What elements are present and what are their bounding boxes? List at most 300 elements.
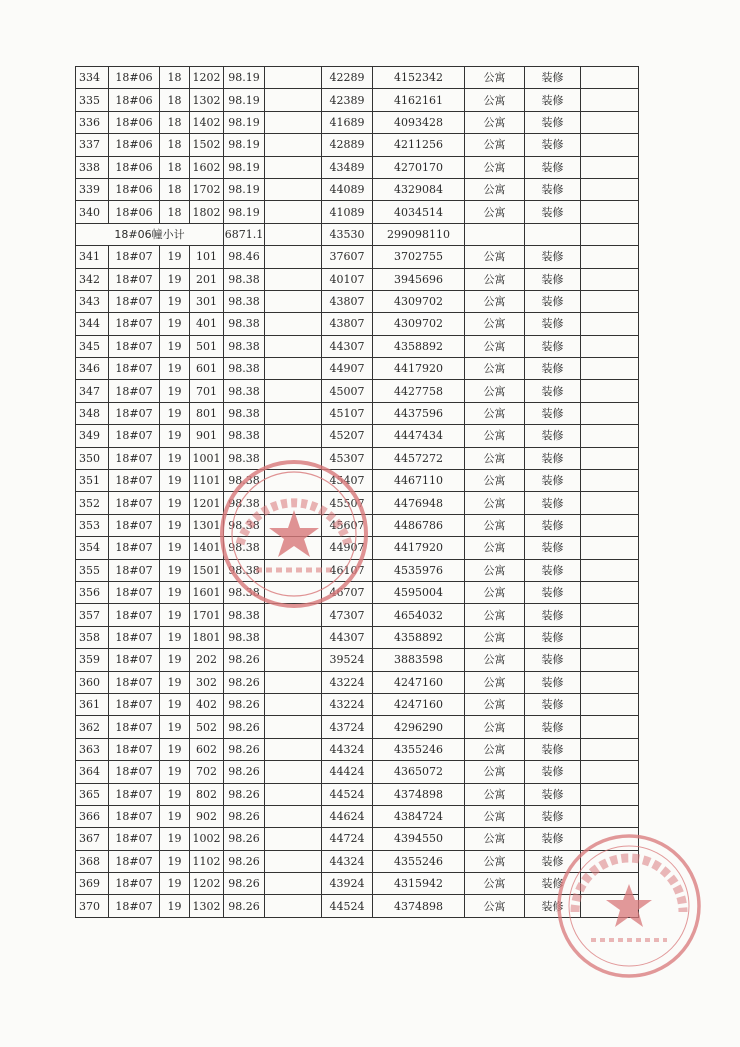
- total-price-cell: 4329084: [373, 178, 465, 200]
- blank-cell: [265, 156, 322, 178]
- decoration-status-cell: 装修: [525, 581, 581, 603]
- remark-cell: [581, 828, 639, 850]
- usage-cell: 公寓: [465, 828, 525, 850]
- room-number-cell: 202: [190, 649, 224, 671]
- area-cell: 98.38: [224, 335, 265, 357]
- row-number-cell: 370: [76, 895, 109, 917]
- blank-cell: [265, 783, 322, 805]
- remark-cell: [581, 447, 639, 469]
- room-number-cell: 602: [190, 738, 224, 760]
- row-number-cell: 364: [76, 761, 109, 783]
- row-number-cell: 345: [76, 335, 109, 357]
- total-price-cell: 299098110: [373, 223, 465, 245]
- building-cell: 18#07: [109, 380, 160, 402]
- decoration-status-cell: 装修: [525, 559, 581, 581]
- building-cell: 18#07: [109, 873, 160, 895]
- blank-cell: [265, 828, 322, 850]
- usage-cell: 公寓: [465, 604, 525, 626]
- unit-price-cell: 42389: [322, 89, 373, 111]
- blank-cell: [265, 67, 322, 89]
- unit-price-cell: 44524: [322, 895, 373, 917]
- row-number-cell: 367: [76, 828, 109, 850]
- floor-cell: 19: [160, 828, 190, 850]
- area-cell: 98.26: [224, 738, 265, 760]
- area-cell: 98.38: [224, 268, 265, 290]
- building-cell: 18#07: [109, 828, 160, 850]
- blank-cell: [265, 335, 322, 357]
- row-number-cell: 366: [76, 805, 109, 827]
- total-price-cell: 4654032: [373, 604, 465, 626]
- unit-price-cell: 43924: [322, 873, 373, 895]
- subtotal-label: 18#06幢小计: [76, 223, 224, 245]
- area-cell: 98.26: [224, 693, 265, 715]
- table-row: [76, 895, 639, 917]
- decoration-status-cell: 装修: [525, 67, 581, 89]
- area-cell: 98.38: [224, 425, 265, 447]
- usage-cell: 公寓: [465, 67, 525, 89]
- area-cell: 98.38: [224, 604, 265, 626]
- row-number-cell: 346: [76, 358, 109, 380]
- remark-cell: [581, 402, 639, 424]
- building-cell: 18#07: [109, 581, 160, 603]
- floor-cell: 19: [160, 492, 190, 514]
- table-row: [76, 649, 639, 671]
- floor-cell: 19: [160, 470, 190, 492]
- decoration-status-cell: 装修: [525, 358, 581, 380]
- row-number-cell: 356: [76, 581, 109, 603]
- floor-cell: 18: [160, 134, 190, 156]
- floor-cell: 19: [160, 738, 190, 760]
- remark-cell: [581, 156, 639, 178]
- decoration-status-cell: 装修: [525, 447, 581, 469]
- table-row: [76, 492, 639, 514]
- total-price-cell: 4355246: [373, 738, 465, 760]
- building-cell: 18#06: [109, 67, 160, 89]
- unit-price-cell: 42289: [322, 67, 373, 89]
- building-cell: 18#07: [109, 492, 160, 514]
- floor-cell: 18: [160, 201, 190, 223]
- area-cell: 98.38: [224, 514, 265, 536]
- row-number-cell: 360: [76, 671, 109, 693]
- area-cell: 98.26: [224, 850, 265, 872]
- table-row: [76, 134, 639, 156]
- table-row: [76, 604, 639, 626]
- unit-price-cell: 44524: [322, 783, 373, 805]
- usage-cell: 公寓: [465, 402, 525, 424]
- total-price-cell: 4034514: [373, 201, 465, 223]
- unit-price-cell: 42889: [322, 134, 373, 156]
- decoration-status-cell: 装修: [525, 761, 581, 783]
- row-number-cell: 336: [76, 111, 109, 133]
- building-cell: 18#07: [109, 649, 160, 671]
- remark-cell: [581, 895, 639, 917]
- building-cell: 18#07: [109, 604, 160, 626]
- table-row: [76, 828, 639, 850]
- decoration-status-cell: 装修: [525, 425, 581, 447]
- row-number-cell: 361: [76, 693, 109, 715]
- floor-cell: 19: [160, 246, 190, 268]
- remark-cell: [581, 111, 639, 133]
- unit-price-cell: 45107: [322, 402, 373, 424]
- row-number-cell: 351: [76, 470, 109, 492]
- blank-cell: [265, 111, 322, 133]
- row-number-cell: 343: [76, 290, 109, 312]
- table-row: [76, 335, 639, 357]
- remark-cell: [581, 693, 639, 715]
- building-cell: 18#06: [109, 111, 160, 133]
- building-cell: 18#07: [109, 693, 160, 715]
- usage-cell: [465, 223, 525, 245]
- building-cell: 18#07: [109, 671, 160, 693]
- usage-cell: 公寓: [465, 626, 525, 648]
- building-cell: 18#07: [109, 335, 160, 357]
- decoration-status-cell: 装修: [525, 178, 581, 200]
- total-price-cell: 4595004: [373, 581, 465, 603]
- unit-price-cell: 44307: [322, 335, 373, 357]
- remark-cell: [581, 850, 639, 872]
- room-number-cell: 1502: [190, 134, 224, 156]
- room-number-cell: 1302: [190, 89, 224, 111]
- table-body: [76, 67, 639, 918]
- price-list-table: [75, 66, 639, 918]
- usage-cell: 公寓: [465, 783, 525, 805]
- row-number-cell: 353: [76, 514, 109, 536]
- floor-cell: 19: [160, 290, 190, 312]
- room-number-cell: 1702: [190, 178, 224, 200]
- blank-cell: [265, 313, 322, 335]
- total-price-cell: 4384724: [373, 805, 465, 827]
- building-cell: 18#07: [109, 850, 160, 872]
- decoration-status-cell: 装修: [525, 537, 581, 559]
- room-number-cell: 701: [190, 380, 224, 402]
- table-row: [76, 693, 639, 715]
- unit-price-cell: 43489: [322, 156, 373, 178]
- remark-cell: [581, 761, 639, 783]
- blank-cell: [265, 290, 322, 312]
- decoration-status-cell: 装修: [525, 738, 581, 760]
- room-number-cell: 1002: [190, 828, 224, 850]
- floor-cell: 19: [160, 514, 190, 536]
- table-row: [76, 783, 639, 805]
- building-cell: 18#07: [109, 246, 160, 268]
- usage-cell: 公寓: [465, 447, 525, 469]
- usage-cell: 公寓: [465, 649, 525, 671]
- usage-cell: 公寓: [465, 470, 525, 492]
- total-price-cell: 4417920: [373, 537, 465, 559]
- subtotal-row: [76, 223, 639, 245]
- blank-cell: [265, 626, 322, 648]
- total-price-cell: 4467110: [373, 470, 465, 492]
- table-row: [76, 246, 639, 268]
- area-cell: 98.38: [224, 447, 265, 469]
- row-number-cell: 339: [76, 178, 109, 200]
- room-number-cell: 901: [190, 425, 224, 447]
- building-cell: 18#07: [109, 626, 160, 648]
- blank-cell: [265, 492, 322, 514]
- table-row: [76, 761, 639, 783]
- room-number-cell: 302: [190, 671, 224, 693]
- usage-cell: 公寓: [465, 156, 525, 178]
- table-row: [76, 425, 639, 447]
- table-row: [76, 268, 639, 290]
- table-row: [76, 716, 639, 738]
- room-number-cell: 501: [190, 335, 224, 357]
- total-price-cell: 4365072: [373, 761, 465, 783]
- area-cell: 98.38: [224, 492, 265, 514]
- table-row: [76, 738, 639, 760]
- unit-price-cell: 41089: [322, 201, 373, 223]
- unit-price-cell: 43224: [322, 693, 373, 715]
- area-cell: 98.26: [224, 671, 265, 693]
- row-number-cell: 349: [76, 425, 109, 447]
- remark-cell: [581, 335, 639, 357]
- usage-cell: 公寓: [465, 111, 525, 133]
- blank-cell: [265, 649, 322, 671]
- room-number-cell: 1701: [190, 604, 224, 626]
- row-number-cell: 337: [76, 134, 109, 156]
- usage-cell: 公寓: [465, 873, 525, 895]
- blank-cell: [265, 604, 322, 626]
- building-cell: 18#07: [109, 425, 160, 447]
- row-number-cell: 354: [76, 537, 109, 559]
- blank-cell: [265, 380, 322, 402]
- decoration-status-cell: 装修: [525, 290, 581, 312]
- floor-cell: 19: [160, 895, 190, 917]
- area-cell: 98.26: [224, 761, 265, 783]
- floor-cell: 19: [160, 358, 190, 380]
- area-cell: 98.26: [224, 649, 265, 671]
- remark-cell: [581, 425, 639, 447]
- total-price-cell: 4247160: [373, 693, 465, 715]
- building-cell: 18#07: [109, 761, 160, 783]
- total-price-cell: 4358892: [373, 335, 465, 357]
- area-cell: 98.38: [224, 313, 265, 335]
- building-cell: 18#07: [109, 559, 160, 581]
- unit-price-cell: 43224: [322, 671, 373, 693]
- blank-cell: [265, 738, 322, 760]
- floor-cell: 19: [160, 402, 190, 424]
- usage-cell: 公寓: [465, 178, 525, 200]
- decoration-status-cell: 装修: [525, 604, 581, 626]
- table-row: [76, 290, 639, 312]
- remark-cell: [581, 268, 639, 290]
- table-row: [76, 537, 639, 559]
- floor-cell: 19: [160, 313, 190, 335]
- blank-cell: [265, 581, 322, 603]
- room-number-cell: 1102: [190, 850, 224, 872]
- row-number-cell: 369: [76, 873, 109, 895]
- floor-cell: 19: [160, 626, 190, 648]
- total-price-cell: 4162161: [373, 89, 465, 111]
- remark-cell: [581, 358, 639, 380]
- decoration-status-cell: 装修: [525, 335, 581, 357]
- room-number-cell: 1501: [190, 559, 224, 581]
- remark-cell: [581, 671, 639, 693]
- unit-price-cell: 37607: [322, 246, 373, 268]
- building-cell: 18#07: [109, 783, 160, 805]
- decoration-status-cell: 装修: [525, 268, 581, 290]
- blank-cell: [265, 178, 322, 200]
- table-row: [76, 380, 639, 402]
- usage-cell: 公寓: [465, 761, 525, 783]
- total-price-cell: 4093428: [373, 111, 465, 133]
- usage-cell: 公寓: [465, 290, 525, 312]
- room-number-cell: 1401: [190, 537, 224, 559]
- remark-cell: [581, 89, 639, 111]
- remark-cell: [581, 290, 639, 312]
- remark-cell: [581, 559, 639, 581]
- blank-cell: [265, 805, 322, 827]
- room-number-cell: 402: [190, 693, 224, 715]
- floor-cell: 19: [160, 783, 190, 805]
- blank-cell: [265, 201, 322, 223]
- remark-cell: [581, 873, 639, 895]
- room-number-cell: 1302: [190, 895, 224, 917]
- row-number-cell: 342: [76, 268, 109, 290]
- usage-cell: 公寓: [465, 335, 525, 357]
- area-cell: 98.38: [224, 559, 265, 581]
- total-price-cell: 3883598: [373, 649, 465, 671]
- table-row: [76, 156, 639, 178]
- table-row: [76, 178, 639, 200]
- room-number-cell: 1201: [190, 492, 224, 514]
- row-number-cell: 340: [76, 201, 109, 223]
- building-cell: 18#06: [109, 201, 160, 223]
- building-cell: 18#07: [109, 268, 160, 290]
- decoration-status-cell: 装修: [525, 313, 581, 335]
- remark-cell: [581, 470, 639, 492]
- decoration-status-cell: 装修: [525, 89, 581, 111]
- row-number-cell: 344: [76, 313, 109, 335]
- unit-price-cell: 45507: [322, 492, 373, 514]
- blank-cell: [265, 268, 322, 290]
- decoration-status-cell: 装修: [525, 649, 581, 671]
- blank-cell: [265, 537, 322, 559]
- row-number-cell: 358: [76, 626, 109, 648]
- usage-cell: 公寓: [465, 425, 525, 447]
- area-cell: 98.38: [224, 290, 265, 312]
- floor-cell: 18: [160, 67, 190, 89]
- remark-cell: [581, 716, 639, 738]
- blank-cell: [265, 402, 322, 424]
- room-number-cell: 1602: [190, 156, 224, 178]
- total-price-cell: 4309702: [373, 290, 465, 312]
- row-number-cell: 352: [76, 492, 109, 514]
- unit-price-cell: 44307: [322, 626, 373, 648]
- unit-price-cell: 43807: [322, 313, 373, 335]
- table-row: [76, 402, 639, 424]
- remark-cell: [581, 134, 639, 156]
- decoration-status-cell: 装修: [525, 470, 581, 492]
- total-price-cell: 4358892: [373, 626, 465, 648]
- row-number-cell: 362: [76, 716, 109, 738]
- total-price-cell: 4394550: [373, 828, 465, 850]
- total-price-cell: 4296290: [373, 716, 465, 738]
- unit-price-cell: 46107: [322, 559, 373, 581]
- area-cell: 98.19: [224, 156, 265, 178]
- floor-cell: 19: [160, 268, 190, 290]
- remark-cell: [581, 514, 639, 536]
- room-number-cell: 401: [190, 313, 224, 335]
- unit-price-cell: 45407: [322, 470, 373, 492]
- room-number-cell: 902: [190, 805, 224, 827]
- blank-cell: [265, 873, 322, 895]
- unit-price-cell: 41689: [322, 111, 373, 133]
- row-number-cell: 334: [76, 67, 109, 89]
- area-cell: 98.26: [224, 828, 265, 850]
- room-number-cell: 502: [190, 716, 224, 738]
- room-number-cell: 1801: [190, 626, 224, 648]
- decoration-status-cell: 装修: [525, 850, 581, 872]
- usage-cell: 公寓: [465, 581, 525, 603]
- floor-cell: 19: [160, 761, 190, 783]
- floor-cell: 19: [160, 850, 190, 872]
- total-price-cell: 4486786: [373, 514, 465, 536]
- unit-price-cell: 40107: [322, 268, 373, 290]
- room-number-cell: 301: [190, 290, 224, 312]
- floor-cell: 19: [160, 425, 190, 447]
- remark-cell: [581, 67, 639, 89]
- building-cell: 18#07: [109, 402, 160, 424]
- room-number-cell: 801: [190, 402, 224, 424]
- total-price-cell: 4315942: [373, 873, 465, 895]
- room-number-cell: 201: [190, 268, 224, 290]
- remark-cell: [581, 380, 639, 402]
- table-row: [76, 514, 639, 536]
- remark-cell: [581, 537, 639, 559]
- area-cell: 98.26: [224, 895, 265, 917]
- row-number-cell: 359: [76, 649, 109, 671]
- decoration-status-cell: 装修: [525, 246, 581, 268]
- decoration-status-cell: 装修: [525, 402, 581, 424]
- table-row: [76, 358, 639, 380]
- table-row: [76, 559, 639, 581]
- building-cell: 18#07: [109, 447, 160, 469]
- floor-cell: 19: [160, 716, 190, 738]
- remark-cell: [581, 649, 639, 671]
- total-price-cell: 4417920: [373, 358, 465, 380]
- decoration-status-cell: 装修: [525, 111, 581, 133]
- table-row: [76, 89, 639, 111]
- floor-cell: 19: [160, 693, 190, 715]
- building-cell: 18#07: [109, 738, 160, 760]
- row-number-cell: 348: [76, 402, 109, 424]
- total-price-cell: 4270170: [373, 156, 465, 178]
- floor-cell: 19: [160, 559, 190, 581]
- unit-price-cell: 43807: [322, 290, 373, 312]
- usage-cell: 公寓: [465, 201, 525, 223]
- area-cell: 6871.1: [224, 223, 265, 245]
- total-price-cell: 4355246: [373, 850, 465, 872]
- room-number-cell: 702: [190, 761, 224, 783]
- remark-cell: [581, 604, 639, 626]
- blank-cell: [265, 559, 322, 581]
- decoration-status-cell: 装修: [525, 380, 581, 402]
- remark-cell: [581, 246, 639, 268]
- total-price-cell: 3702755: [373, 246, 465, 268]
- blank-cell: [265, 671, 322, 693]
- floor-cell: 19: [160, 805, 190, 827]
- room-number-cell: 802: [190, 783, 224, 805]
- unit-price-cell: 44324: [322, 738, 373, 760]
- remark-cell: [581, 223, 639, 245]
- table-row: [76, 626, 639, 648]
- usage-cell: 公寓: [465, 537, 525, 559]
- table-row: [76, 581, 639, 603]
- unit-price-cell: 43724: [322, 716, 373, 738]
- unit-price-cell: 44424: [322, 761, 373, 783]
- decoration-status-cell: 装修: [525, 514, 581, 536]
